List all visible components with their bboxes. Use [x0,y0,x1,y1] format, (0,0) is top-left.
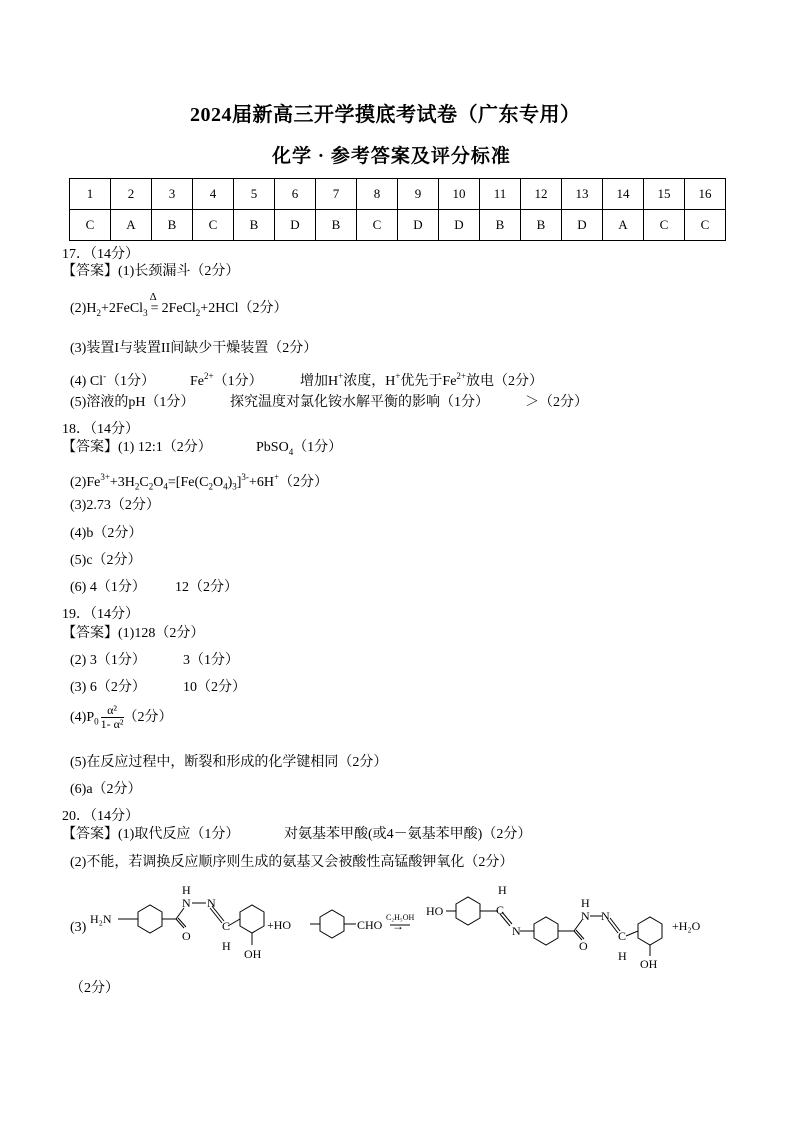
answer-cell: C [357,210,398,241]
benzene-ring-5 [534,917,558,945]
q18-a2-p6: O [212,474,224,490]
q19-a4-fraction [101,704,124,731]
product-nitrogen-label-1: N [512,924,521,938]
q17-answer-1: 【答案】(1)长颈漏斗（2分） [62,264,240,279]
ethanol-condition: C₂H₅OH [386,913,415,922]
q19-heading: 19．（14分） [62,607,139,622]
q17-answer-4-fe: $Fe^{2+}(1$分） [190,371,263,389]
q18-answer-1: 【答案】(1) 12:1（2分） [62,440,212,455]
q17-a4-part3c: 优先于Fe [400,373,457,389]
delta-symbol: Δ [149,291,157,303]
q17-a4-part3d: 放电（2分） [465,373,543,389]
q19-answer-4: $(4)P_0$ $\frac{\text{α²}}{\text{1- α²}}$ （2分） [70,703,173,731]
q17-a4-part1: (4) Cl [70,373,104,389]
q20-answer-3-score: （2分） [70,981,119,996]
benzene-ring-3 [320,910,344,938]
q18-answer-6a: (6) 4（1分） [70,580,146,595]
answer-cell: D [562,210,603,241]
benzene-ring-6 [638,917,662,945]
question-number-cell: 10 [439,179,480,210]
answer-cell: B [234,210,275,241]
q19-a4-prefix: (4)P [70,709,95,725]
q17-a2-mid3: +2HCl（2分） [200,301,288,316]
q17-a2-mid1: +2FeCl [100,301,144,316]
q19-answer-2b: 3（1分） [183,653,239,668]
reaction-arrow: → [392,919,404,933]
q19-answer-3b: 10（2分） [183,680,246,695]
answer-cell: B [480,210,521,241]
q17-heading: 17．（14分） [62,247,139,262]
answer-cell: B [521,210,562,241]
q18-answer-2: $(2)Fe^{3+}+3H_2C_2O_4=[Fe(C_2O_4)_3]^{3-}+6H^+(2$分） [70,472,329,492]
hydroxyl-label-1: OH [244,947,262,961]
q17-answer-4-h: 增加H+浓度，H+优先于$Fe^{2+}$放电（2分） [300,371,543,389]
q19-answer-1: 【答案】(1)128（2分） [62,626,205,641]
q17-a4-part1-score: （1分） [106,373,156,389]
q17-answer-5a: (5)溶液的pH（1分） [70,395,195,410]
answer-cell: C [193,210,234,241]
imine-h-label-1: H [222,939,231,953]
q19-a4-denominator: 1- α² [100,717,124,731]
q18-a1-pbso: PbSO [256,440,289,455]
q17-answer-4: (4) Cl-（1分） [70,371,156,389]
answer-table-number-row [70,179,726,210]
question-number-cell: 7 [316,179,357,210]
q18-a2-p9: +6H [248,474,274,490]
q18-a2-p5: =[Fe(C [167,474,209,490]
product-hydroxyl-label: OH [640,957,658,971]
q17-answer-5c: ＞（2分） [525,395,588,410]
question-number-cell: 16 [685,179,726,210]
q18-a2-score: （2分） [279,474,329,490]
q19-answer-6: (6)a（2分） [70,782,142,797]
question-number-cell: 15 [644,179,685,210]
question-number-cell: 1 [70,179,111,210]
q18-heading: 18．（14分） [62,422,139,437]
product-imine-c-label: C [496,903,505,917]
q18-a2-p7: ) [227,474,233,490]
product-nitrogen-label-2: N [581,909,590,923]
q17-a2-prefix: (2)H [70,301,97,316]
q20-answer-1a: 【答案】(1)取代反应（1分） [62,827,240,842]
benzene-ring-2 [240,905,264,933]
q20-heading: 20．（14分） [62,809,139,824]
q18-answer-4: (4)b（2分） [70,526,143,541]
q17-answer-5b: 探究温度对氯化铵水解平衡的影响（1分） [230,395,489,410]
h2n-label: H₂N [90,912,112,926]
answer-cell: C [70,210,111,241]
q19-a4-score: （2分） [123,709,173,725]
nitrogen-label-1: N [182,896,191,910]
q19-answer-5: (5)在反应过程中，断裂和形成的化学键相同（2分） [70,755,388,770]
q20-answer-2: (2)不能，若调换反应顺序则生成的氨基又会被酸性高锰酸钾氧化（2分） [70,855,514,870]
question-number-cell: 9 [398,179,439,210]
q17-answer-3: (3)装置I与装置II间缺少干燥装置（2分） [70,341,318,356]
q19-answer-2a: (2) 3（1分） [70,653,146,668]
answer-cell: D [398,210,439,241]
question-number-cell: 11 [480,179,521,210]
imine-c-label-1: C [222,919,231,933]
q19-a4-numerator: α² [101,704,124,718]
q17-a4-part3: 增加H [300,373,339,389]
q19-answer-3a: (3) 6（2分） [70,680,146,695]
q18-a2-p2: +3H [109,474,135,490]
q17-answer-2: $(2)H_2+2FeCl_3$ Δ = 2FeCl$_2$+2HCl（2分） [70,300,288,322]
page-subtitle: 化学 · 参考答案及评分标准 [272,146,511,167]
q18-a2-p8: ] [236,474,242,490]
question-number-cell: 2 [111,179,152,210]
q18-answer-6b: 12（2分） [175,580,238,595]
carbonyl-o-label-1: O [182,929,191,943]
answer-cell: B [152,210,193,241]
heat-equals-sign: Δ = [148,300,162,318]
q18-a1-score: （1分） [293,440,343,455]
q17-a4-part3b: 浓度，H [343,373,396,389]
nh-h-label: H [182,883,191,897]
q17-a4-part2-score: （1分） [213,373,263,389]
product-imine-h-label-2: H [618,949,627,963]
answer-cell: D [275,210,316,241]
q18-answer-1b: PbSO$_4$（1分） [256,440,343,457]
q18-a2-p4: O [153,474,164,490]
answer-cell: C [685,210,726,241]
product-ho-label: HO [426,904,444,918]
answer-cell: D [439,210,480,241]
question-number-cell: 3 [152,179,193,210]
q20-answer-1b: 对氨基苯甲酸(或4－氨基苯甲酸)（2分） [284,827,532,842]
plus-ho-label: +HO [267,918,292,932]
nitrogen-label-2: N [207,896,216,910]
reaction-scheme [88,878,728,973]
benzene-ring-1 [138,905,162,933]
q20-answer-3-label: (3) [70,920,87,935]
answer-table [69,178,726,241]
q18-a2-p1: (2)Fe [70,474,101,490]
q17-a4-part2: Fe [190,373,204,389]
product-imine-h-label: H [498,883,507,897]
q18-answer-5: (5)c（2分） [70,553,142,568]
question-number-cell: 6 [275,179,316,210]
q18-a2-p3: C [139,474,149,490]
question-number-cell: 4 [193,179,234,210]
answer-cell: B [316,210,357,241]
page-title: 2024届新高三开学摸底考试卷（广东专用） [190,104,581,126]
product-nitrogen-label-3: N [601,909,610,923]
product-imine-c-label-2: C [618,929,627,943]
question-number-cell: 8 [357,179,398,210]
product-carbonyl-o-label: O [579,939,588,953]
question-number-cell: 5 [234,179,275,210]
answer-cell: A [603,210,644,241]
answer-cell: C [644,210,685,241]
q17-a2-mid2: 2FeCl [161,301,196,316]
cho-label: CHO [357,918,383,932]
answer-cell: A [111,210,152,241]
question-number-cell: 13 [562,179,603,210]
product-nh-h-label: H [581,896,590,910]
benzene-ring-4 [456,897,480,925]
answer-table-answer-row [70,210,726,241]
plus-water-label: +H₂O [672,919,701,933]
q18-answer-3: (3)2.73（2分） [70,498,160,513]
question-number-cell: 12 [521,179,562,210]
question-number-cell: 14 [603,179,644,210]
